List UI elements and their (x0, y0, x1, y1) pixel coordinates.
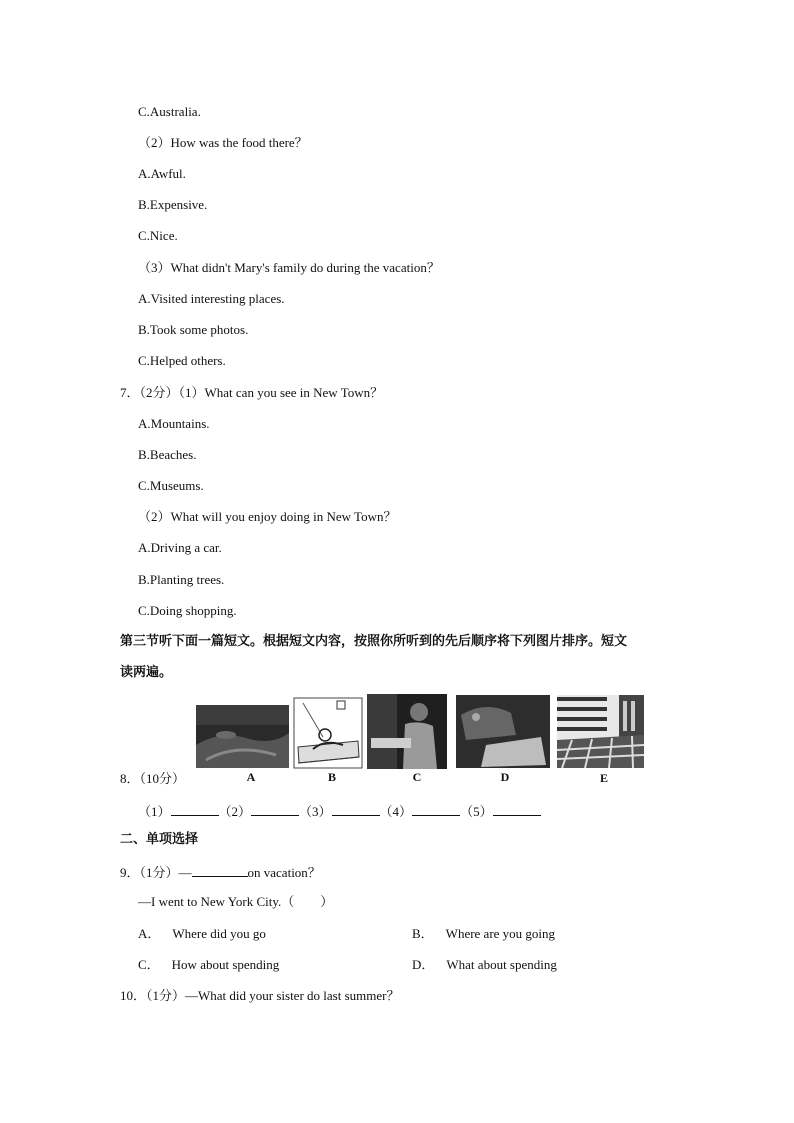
q6-sub2-question: （2）How was the food there？ (138, 135, 308, 150)
q9-prefix: 9．（1分）— (120, 865, 192, 880)
q9-option-a-letter: A． (138, 926, 161, 941)
q9-option-d-letter: D． (412, 957, 435, 972)
q8-slot3-blank[interactable] (332, 802, 380, 816)
picture-e-label: E (599, 771, 608, 785)
q8-slot1-blank[interactable] (171, 802, 219, 816)
q7-sub1-option-a: A.Mountains. (138, 416, 210, 431)
part2-title: 二、单项选择 (120, 832, 199, 847)
picture-b-label: B (327, 770, 336, 784)
q7-sub2-question: （2）What will you enjoy doing in New Town？ (138, 509, 397, 524)
q9-option-c-text: How about spending (171, 957, 280, 972)
q6-sub3-option-b: B.Took some photos. (138, 322, 249, 337)
q9-option-a (138, 926, 266, 942)
q6-sub2-option-b: B.Expensive. (138, 197, 208, 212)
q9-option-b (412, 926, 555, 942)
q9-answer-line: —I went to New York City.（ ） (138, 894, 334, 909)
section3-instruction-line2: 读两遍。 (120, 665, 173, 680)
q8-slot3-label: （3） (299, 804, 332, 819)
q8-answer-slots (138, 802, 541, 820)
q8-slot1-label: （1） (138, 804, 171, 819)
picture-d-image (456, 695, 550, 768)
q6-sub2-option-a: A.Awful. (138, 166, 186, 181)
q6-sub3-option-a: A.Visited interesting places. (138, 291, 285, 306)
q8-slot2-blank[interactable] (251, 802, 299, 816)
picture-b-image (293, 697, 363, 769)
picture-d-label: D (500, 770, 510, 784)
q10-header: 10．（1分）—What did your sister do last summer？ (120, 988, 400, 1003)
q7-sub2-option-b: B.Planting trees. (138, 572, 225, 587)
q8-header: 8．（10分） (120, 771, 186, 786)
q7-sub2-option-c: C.Doing shopping. (138, 603, 237, 618)
picture-e-image (557, 695, 644, 768)
q9-option-b-text: Where are you going (445, 926, 556, 941)
picture-a-label: A (246, 770, 256, 784)
q8-slot5-label: （5） (460, 804, 493, 819)
q8-slot4-label: （4） (379, 804, 413, 819)
q6-sub2-option-c: C.Nice. (138, 228, 178, 243)
q6-option-c-australia: C.Australia. (138, 104, 201, 119)
q8-slot5-blank[interactable] (493, 802, 541, 816)
q8-slot2-label: （2） (218, 804, 252, 819)
q6-sub3-question: （3）What didn't Mary's family do during the vacation？ (138, 260, 440, 275)
section3-instruction-line1: 第三节听下面一篇短文。根据短文内容，按照你所听到的先后顺序将下列图片排序。短文 (120, 634, 628, 649)
q9-option-d (412, 957, 557, 973)
q9-option-c-letter: C． (138, 957, 160, 972)
q9-header (120, 863, 321, 881)
picture-c-label: C (412, 770, 422, 784)
q8-slot4-blank[interactable] (412, 802, 460, 816)
q9-option-d-text: What about spending (446, 957, 557, 972)
q9-suffix: on vacation？ (247, 865, 321, 880)
picture-a-image (196, 705, 289, 768)
q9-option-c (138, 957, 279, 973)
q9-blank[interactable] (192, 863, 248, 877)
q9-option-a-text: Where did you go (172, 926, 266, 941)
q9-option-b-letter: B． (412, 926, 434, 941)
picture-c-image (367, 694, 447, 769)
q7-sub1-option-c: C.Museums. (138, 478, 204, 493)
q7-sub1-option-b: B.Beaches. (138, 447, 197, 462)
q6-sub3-option-c: C.Helped others. (138, 353, 226, 368)
q7-header: 7．（2分）（1）What can you see in New Town？ (120, 385, 384, 400)
q7-sub2-option-a: A.Driving a car. (138, 540, 222, 555)
